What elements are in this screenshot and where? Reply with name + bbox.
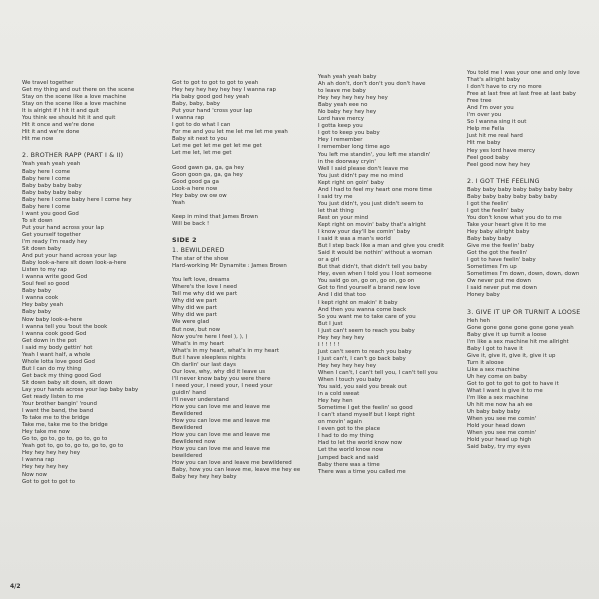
lyric-line: But I just xyxy=(318,320,343,327)
lyric-line: Hold your head up high xyxy=(467,437,532,444)
lyric-line: Just can't seem to reach you baby xyxy=(318,348,412,355)
lyric-line: I'm like a sex machine hit me allright xyxy=(467,338,569,345)
lyric-line: I need your, I need your, I need your xyxy=(172,382,273,389)
lyrics-column-4 xyxy=(467,70,595,451)
lyric-line: Hey hey hen xyxy=(318,398,353,405)
lyric-line: Our love, why, why did it leave us xyxy=(172,368,266,375)
song-title: 2. I GOT THE FEELING xyxy=(467,177,540,185)
lyric-line: To take me to the bridge xyxy=(22,415,90,422)
lyric-line: Hard-working Mr Dynamite : James Brown xyxy=(172,263,287,270)
lyric-line: Will be back ! xyxy=(172,220,210,227)
lyric-line: Just hit me real hard xyxy=(467,133,523,140)
lyrics-column-3 xyxy=(318,74,458,476)
lyric-line: Hey yes lord have mercy xyxy=(467,147,536,154)
lyric-line: It is alright if I hit it and quit xyxy=(22,108,100,115)
lyric-line: To sit down xyxy=(22,217,53,224)
lyric-line: Jumped back and said xyxy=(318,454,379,461)
lyric-line: Baby baby xyxy=(22,288,52,295)
lyric-line: Baby here I come xyxy=(22,203,71,210)
lyric-line: I had to do my thing xyxy=(318,433,374,440)
lyric-line: Baby here I come xyxy=(22,175,71,182)
lyric-line: Heh heh xyxy=(467,317,490,324)
lyric-line: I can't stand myself but I kept right xyxy=(318,412,415,419)
lyric-line: Why did we part xyxy=(172,298,217,305)
lyric-line: Stay on the scene like a love machine xyxy=(22,94,127,101)
lyric-line: Bewildered now xyxy=(172,439,216,446)
lyric-line: I'm over you xyxy=(467,112,502,119)
lyric-line: Now baby look-a-here xyxy=(22,316,83,323)
lyric-line: Good good ga ga xyxy=(172,178,219,185)
lyric-line: I don't have to cry no more xyxy=(467,84,542,91)
lyric-line: And I'm over you xyxy=(467,105,514,112)
lyric-line: Baby there was a time xyxy=(318,461,380,468)
lyric-line: Free tree xyxy=(467,98,492,105)
lyric-line: Hold your head down xyxy=(467,423,526,430)
lyric-line: I wanna write good God xyxy=(22,274,88,281)
lyric-line: Gone gone gone gone gone gone yeah xyxy=(467,324,574,331)
lyric-line: Baby, how you can leave me, leave me hey ee xyxy=(172,467,301,474)
lyric-line: I'll never understand xyxy=(172,396,229,403)
lyric-line: on movin' again xyxy=(318,419,362,426)
lyric-line: Sometimes I'm up xyxy=(467,264,517,271)
lyric-line: I said try me xyxy=(318,193,353,200)
lyric-line: Why did we part xyxy=(172,305,217,312)
lyric-line: When I can't, I can't tell you, I can't tell you xyxy=(318,369,438,376)
lyric-line: Baby here I come xyxy=(22,168,71,175)
lyric-line: So you want me to take care of you xyxy=(318,313,416,320)
lyric-line: Get back my thing good God xyxy=(22,372,101,379)
lyric-line: I just can't seem to reach you baby xyxy=(318,327,415,334)
lyric-line: I wanna cook good God xyxy=(22,330,87,337)
lyric-line: What I want is give it to me xyxy=(467,387,543,394)
lyric-line: Hey baby allright baby xyxy=(467,228,530,235)
lyric-line: But I have sleepless nights xyxy=(172,354,246,361)
lyric-line: Sit down baby sit down, sit down xyxy=(22,379,113,386)
lyric-line: Goon goon ga, ga, ga hey xyxy=(172,171,243,178)
lyric-line: Baby give it up turnit a loose xyxy=(467,331,547,338)
lyric-line: I got to do what I can xyxy=(172,122,231,129)
lyric-line: Hey I remember xyxy=(318,137,363,144)
lyric-line: bewildered xyxy=(172,453,203,460)
lyric-line: Help me Fella xyxy=(467,126,505,133)
lyric-line: We were glad xyxy=(172,319,210,326)
stanza-gap xyxy=(22,143,162,150)
lyric-line: Baby baby baby xyxy=(467,236,512,243)
lyric-line: Where's the love I need xyxy=(172,284,237,291)
lyric-line: Hey hey hey hey xyxy=(318,334,365,341)
side-label: SIDE 2 xyxy=(172,237,197,245)
lyric-line: Baby I got to have it xyxy=(467,345,523,352)
lyric-line: Whole lotta love good God xyxy=(22,358,95,365)
lyric-line: I ! ! ! ! ! xyxy=(318,341,340,348)
lyric-line: No baby hey hey hey xyxy=(318,109,377,116)
lyric-line: Your brother bangin' 'round xyxy=(22,401,97,408)
lyrics-column-1 xyxy=(22,80,162,486)
lyric-line: For me and you let me let me let me yeah xyxy=(172,129,288,136)
lyric-line: Uh hit me now ha ah ee xyxy=(467,402,533,409)
lyric-line: Let the world know now xyxy=(318,447,384,454)
song-title: 1. BEWILDERED xyxy=(172,247,225,255)
lyric-line: Bewildered xyxy=(172,411,203,418)
lyric-line: Ah ah don't, don't don't you don't have xyxy=(318,81,426,88)
lyric-line: Why did we part xyxy=(172,312,217,319)
lyric-line: Kept right on goin' baby xyxy=(318,179,385,186)
lyric-line: I wanna tell you 'bout the book xyxy=(22,323,108,330)
lyric-line: Honey baby xyxy=(467,292,500,299)
lyric-line: I said it was a man's world xyxy=(318,236,391,243)
song-title: 2. BROTHER RAPP (PART I & II) xyxy=(22,152,124,160)
lyric-line: I got to have feelin' baby xyxy=(467,257,536,264)
lyric-line: I wanna cook xyxy=(22,295,59,302)
lyric-line: Yeah yeah yeah baby xyxy=(318,74,377,80)
lyric-line: Turn it aloose xyxy=(467,359,504,366)
lyric-line: Tell me why did we part xyxy=(172,291,238,298)
lyric-line: What's in my heart xyxy=(172,340,225,347)
stanza-gap xyxy=(172,228,312,235)
lyric-line: Hey baby ow ow ow xyxy=(172,192,227,199)
lyric-line: Yeah xyxy=(172,199,185,206)
lyric-line: Hey hey hey hey hey xyxy=(22,450,81,457)
lyric-line: Put your hand across your lap xyxy=(22,224,105,231)
lyric-line: Ow never put me down xyxy=(467,278,532,285)
lyric-line: Free at last free at last free at last baby xyxy=(467,91,577,98)
lyric-line: When I touch you baby xyxy=(318,377,382,384)
lyric-line: So I wanna sing it out xyxy=(467,119,527,126)
lyric-line: Lord have mercy xyxy=(318,116,364,123)
lyric-line: guidin' hand xyxy=(172,389,207,396)
lyric-line: I want the band, the band xyxy=(22,408,94,415)
lyric-line: Baby yeah eee no xyxy=(318,102,368,109)
lyric-line: I'm like a sex machine xyxy=(467,395,529,402)
lyric-line: Baby sit next to you xyxy=(172,136,228,143)
lyric-line: Feel good baby xyxy=(467,154,509,161)
lyric-line: I even got to the place xyxy=(318,426,381,433)
lyric-line: Oh darlin' our last days xyxy=(172,361,236,368)
lyric-line: How you can love me and leave me xyxy=(172,446,271,453)
lyric-line: Baby, baby, baby xyxy=(172,101,220,108)
lyric-line: And put your hand across your lap xyxy=(22,253,117,260)
lyric-line: We travel together xyxy=(22,80,74,86)
lyric-line: Hey hey hey hey hey xyxy=(318,362,377,369)
lyric-line: Hey hey hey hey hey hey I wanna rap xyxy=(172,87,277,94)
lyric-line: I just can't, I can't go back baby xyxy=(318,355,406,362)
lyric-line: Hey, even when I told you I lost someone xyxy=(318,271,432,278)
lyric-line: Baby baby baby baby baby baby xyxy=(467,193,558,200)
lyric-line: You don't know what you do to me xyxy=(467,214,562,221)
lyric-line: Hey take me now xyxy=(22,429,70,436)
lyric-line: Sometimes I'm down, down, down, down xyxy=(467,271,580,278)
lyric-line: You told me I was your one and only love xyxy=(467,70,580,76)
lyric-line: Yeah got to, go to, go to, go to, go to xyxy=(22,443,124,450)
lyric-line: Got to got to got to got to have it xyxy=(467,380,559,387)
lyric-line: There was a time you called me xyxy=(318,468,406,475)
lyric-line: You just didn't, you just didn't seem to xyxy=(318,200,424,207)
lyric-line: Baby here I come baby here I come hey xyxy=(22,196,132,203)
lyric-line: in a cold sweat xyxy=(318,391,360,398)
lyric-line: Hit it and we're done xyxy=(22,129,80,136)
lyric-line: Got to find yourself a brand new love xyxy=(318,285,421,292)
lyric-line: I wanna rap xyxy=(22,457,55,464)
lyric-line: Ha baby good god hey yeah xyxy=(172,94,250,101)
lyric-line: I'll never know baby you were there xyxy=(172,375,271,382)
lyric-line: Got to got to got to got to yeah xyxy=(172,80,259,86)
lyric-line: I got the feelin' xyxy=(467,200,509,207)
lyric-line: Take your heart give it to me xyxy=(467,221,547,228)
lyric-line: Keep in mind that James Brown xyxy=(172,213,258,220)
lyric-line: Like a sex machine xyxy=(467,366,520,373)
lyric-line: Get yourself together xyxy=(22,231,81,238)
lyric-line: Got the got the feelin' xyxy=(467,250,528,257)
lyric-line: Well I said please don't leave me xyxy=(318,165,409,172)
lyric-line: Uh hey come on baby xyxy=(467,373,527,380)
lyric-line: Sometime I get the feelin' so good xyxy=(318,405,413,412)
lyric-line: Put your hand 'cross your lap xyxy=(172,108,253,115)
lyric-line: Bewildered xyxy=(172,425,203,432)
lyric-line: Hit it once and we're done xyxy=(22,122,95,129)
lyric-line: Hey hey hey hey xyxy=(22,464,69,471)
stanza-gap xyxy=(172,270,312,277)
lyric-line: That's allright baby xyxy=(467,77,521,84)
lyric-line: How you can love and leave me bewildered xyxy=(172,460,292,467)
lyric-line: Get my thing and out there on the scene xyxy=(22,87,135,94)
lyric-line: How you can love me and leave me xyxy=(172,418,271,425)
lyric-line: Look-a here now xyxy=(172,185,218,192)
lyric-line: I wanna rap xyxy=(172,115,205,122)
lyric-line: Feel good now hey hey xyxy=(467,161,531,168)
lyric-line: Lay your hands across your lap baby baby xyxy=(22,386,139,393)
lyric-line: Baby look-a-here sit down look-a-here xyxy=(22,260,127,267)
lyric-line: But I can do my thing xyxy=(22,365,82,372)
lyric-line: But now, but now xyxy=(172,326,221,333)
lyric-line: When you see me comin' xyxy=(467,430,537,437)
lyric-line: Had to let the world know now xyxy=(318,440,402,447)
lyric-line: Said it would be nothin' without a woman xyxy=(318,250,432,257)
lyric-line: Listen to my rap xyxy=(22,267,67,274)
lyric-line: Now now xyxy=(22,471,47,478)
lyric-line: Kept right on movin' baby that's alright xyxy=(318,221,426,228)
lyric-line: Hit me now xyxy=(22,136,54,143)
song-title: 3. GIVE IT UP OR TURNIT A LOOSE xyxy=(467,308,581,316)
lyric-line: to leave me baby xyxy=(318,88,366,95)
lyric-line: Uh baby baby baby xyxy=(467,409,521,416)
lyric-line: I remember long time ago xyxy=(318,144,390,151)
lyric-line: Let me let, let me get xyxy=(172,150,232,157)
lyric-line: I got the feelin' baby xyxy=(467,207,524,214)
lyric-line: How you can love me and leave me xyxy=(172,432,271,439)
lyric-line: or a girl xyxy=(318,257,340,264)
lyric-line: You left me standin', you left me standin' xyxy=(318,151,431,158)
lyric-line: Hey baby yeah xyxy=(22,302,64,309)
lyrics-column-2 xyxy=(172,80,312,482)
lyric-line: Baby baby baby baby xyxy=(22,189,82,196)
lyric-line: Take me, take me to the bridge xyxy=(22,422,108,429)
lyric-line: I said my body gettin' hot xyxy=(22,344,93,351)
lyric-line: Go to, go to, go to, go to, go to xyxy=(22,436,108,443)
lyric-line: And I did that too xyxy=(318,292,366,299)
lyric-line: And then you wanna come back xyxy=(318,306,407,313)
lyric-line: But that didn't, that didn't tell you baby xyxy=(318,264,428,271)
stanza-gap xyxy=(172,207,312,214)
lyric-line: I want you good God xyxy=(22,210,79,217)
lyric-line: You said, you said you break out xyxy=(318,384,407,391)
lyric-line: Hey hey hey hey hey hey xyxy=(318,95,388,102)
lyric-line: Sit down baby xyxy=(22,246,61,253)
lyric-line: Yeah yeah yeah yeah xyxy=(22,161,81,168)
stanza-gap xyxy=(467,169,595,176)
lyric-line: You think we should hit it and quit xyxy=(22,115,116,122)
lyric-line: You left love, dreams xyxy=(172,277,230,284)
lyric-line: Baby baby baby baby baby baby baby xyxy=(467,186,573,193)
lyric-line: I got to keep you baby xyxy=(318,130,380,137)
lyric-line: Stay on the scene like a love machine xyxy=(22,101,127,108)
lyric-line: I kept right on makin' it baby xyxy=(318,299,398,306)
lyric-line: Got to got to got to xyxy=(22,478,76,485)
lyric-line: Yeah I want half, a whole xyxy=(22,351,91,358)
lyric-line: What's in my heart, what's in my heart xyxy=(172,347,280,354)
lyric-line: Baby baby xyxy=(22,309,52,316)
lyric-line: Now you're here I feel ), ), ) xyxy=(172,333,248,340)
stanza-gap xyxy=(467,299,595,306)
lyric-line: Give me the feelin' baby xyxy=(467,243,535,250)
lyric-line: I gotta keep you xyxy=(318,123,363,130)
lyric-line: I know your day'll be comin' baby xyxy=(318,229,411,236)
lyric-line: Give it, give it, give it, give it up xyxy=(467,352,556,359)
lyric-line: And I had to feel my heart one more time xyxy=(318,186,433,193)
lyric-line: Hit me baby xyxy=(467,140,501,147)
lyric-line: Said baby, try my eyes xyxy=(467,444,531,451)
lyric-line: You just didn't pay me no mind xyxy=(318,172,404,179)
lyric-line: When you see me comin' xyxy=(467,416,537,423)
lyric-line: Let me get let me get let me get xyxy=(172,143,262,150)
lyric-line: Get down in the pot xyxy=(22,337,77,344)
lyric-line: You said go on, go on, go on, go on xyxy=(318,278,415,285)
lyric-line: Get ready listen to me xyxy=(22,394,84,401)
page-number: 4/2 xyxy=(10,583,21,590)
lyric-line: I said never put me down xyxy=(467,285,537,292)
lyric-line: Baby hey hey hey baby xyxy=(172,474,237,481)
lyric-line: How you can love me and leave me xyxy=(172,404,271,411)
lyric-line: I'm ready I'm ready hey xyxy=(22,238,88,245)
lyric-line: Rest on your mind xyxy=(318,214,369,221)
lyric-line: let that thing xyxy=(318,207,354,214)
stanza-gap xyxy=(172,158,312,165)
lyric-line: Good gawn ga, ga, ga hey xyxy=(172,164,245,171)
lyric-line: But I step back like a man and give you credit xyxy=(318,243,445,250)
lyric-line: The star of the show xyxy=(172,256,229,263)
lyric-line: in the doorway cryin' xyxy=(318,158,376,165)
lyric-line: Baby baby baby baby xyxy=(22,182,82,189)
lyric-line: Soul feel so good xyxy=(22,281,70,288)
